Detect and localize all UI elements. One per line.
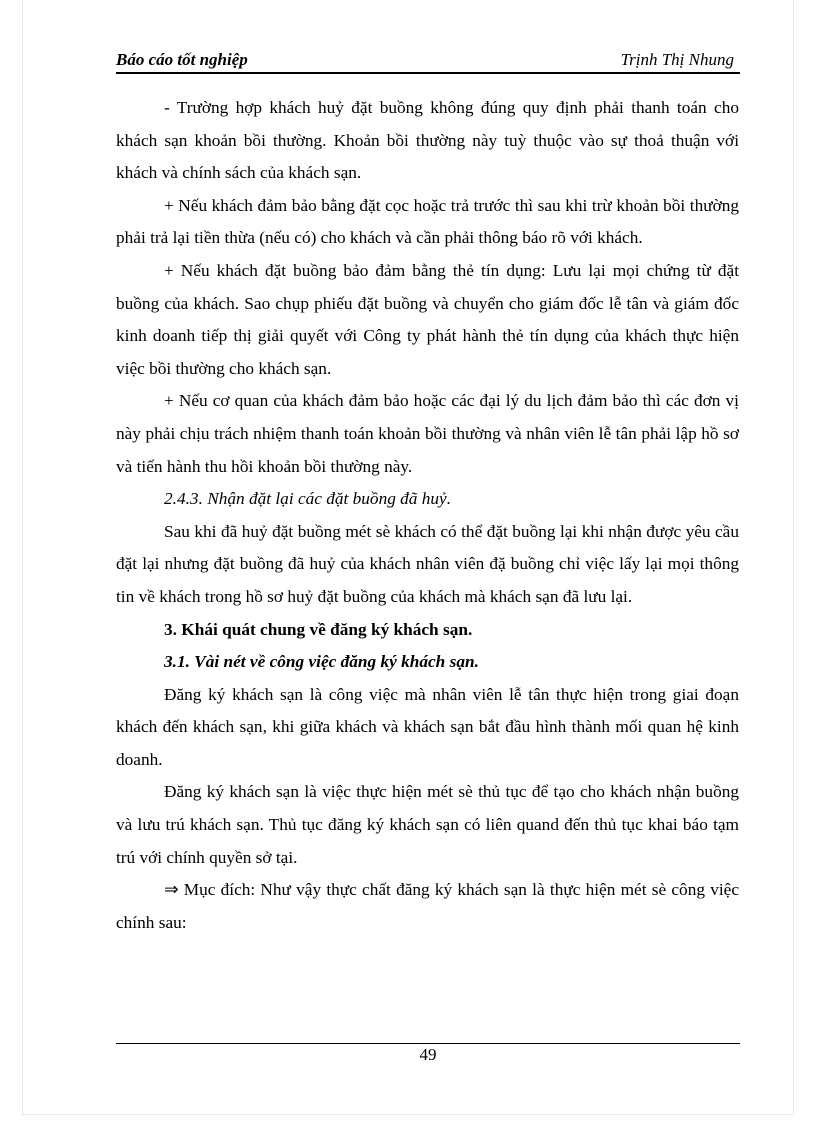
header-author: Trịnh Thị Nhung <box>620 50 734 69</box>
paragraph: Đăng ký khách sạn là công việc mà nhân viên lễ tân thực hiện trong giai đoạn khách đến khách sạn, khi giữa khách và khách sạn bắt đầu hình thành mối quan hệ kinh doanh. <box>116 684 739 769</box>
footer-rule <box>116 1043 740 1044</box>
page-header <box>116 50 740 74</box>
header-report-title: Báo cáo tốt nghiệp <box>116 50 248 69</box>
paragraph: ⇒ Mục đích: Như vậy thực chất đăng ký khách sạn là thực hiện mét sè công việc chính sau: <box>116 880 739 932</box>
paragraph: + Nếu cơ quan của khách đảm bảo hoặc các đại lý du lịch đảm bảo thì các đơn vị này phải chịu trách nhiệm thanh toán khoản bồi thường và nhân viên lễ tân phải lập hồ sơ và tiến hành thu hồi khoản bồi thường này. <box>116 391 739 476</box>
paragraph: + Nếu khách đảm bảo bằng đặt cọc hoặc trả trước thì sau khi trừ khoản bồi thường phải trả lại tiền thừa (nếu có) cho khách và cần phải thông báo rõ với khách. <box>116 195 739 248</box>
paragraph: + Nếu khách đặt buồng bảo đảm bằng thẻ tín dụng: Lưu lại mọi chứng từ đặt buồng của khách. Sao chụp phiếu đặt buồng và chuyển cho giám đốc lễ tân và giám đốc kinh doanh tiếp thị giải quyết với Công ty phát hành thẻ tín dụng của khách thực hiện việc bồi thường cho khách sạn. <box>116 260 739 378</box>
page-number: 49 <box>419 1045 437 1064</box>
paragraph: Đăng ký khách sạn là việc thực hiện mét sè thủ tục để tạo cho khách nhận buồng và lưu trú khách sạn. Thủ tục đăng ký khách sạn có liên quand đến thủ tục khai báo tạm trú với chính quyền sở tại. <box>116 782 739 867</box>
paragraph: - Trường hợp khách huỷ đặt buồng không đúng quy định phải thanh toán cho khách sạn khoản bồi thường. Khoản bồi thường này tuỳ thuộc vào sự thoả thuận với khách và chính sách của khách sạn. <box>116 98 739 183</box>
subsection-heading: 2.4.3. Nhận đặt lại các đặt buồng đã huỷ. <box>164 489 452 509</box>
subsection-heading: 3.1. Vài nét về công việc đăng ký khách sạn. <box>164 652 479 672</box>
document-body <box>116 92 739 939</box>
section-heading: 3. Khái quát chung về đăng ký khách sạn. <box>164 619 473 639</box>
paragraph: Sau khi đã huỷ đặt buồng mét sè khách có thể đặt buồng lại khi nhận được yêu cầu đặt lại nhưng đặt buồng đã huỷ của khách nhân viên đặ buồng chỉ việc lấy lại mọi thông tin về khách trong hồ sơ huỷ đặt buồng của khách mà khách sạn đã lưu lại. <box>116 521 739 606</box>
